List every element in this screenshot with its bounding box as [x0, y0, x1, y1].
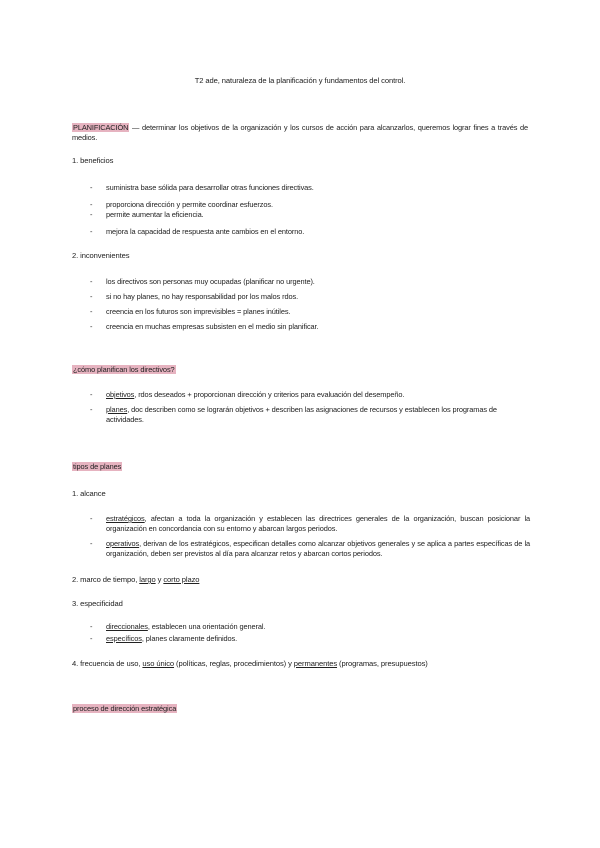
- list-item: - creencia en muchas empresas subsisten en el medio sin planificar.: [90, 322, 530, 332]
- planificacion-label: PLANIFICACIÓN: [73, 123, 129, 132]
- como-heading: [72, 365, 528, 375]
- como-heading-text: ¿cómo planifican los directivos?: [73, 365, 175, 374]
- list-item-continuation: - permite aumentar la eficiencia.: [90, 210, 530, 220]
- marco-heading: 2. marco de tiempo, largo y corto plazo: [72, 575, 200, 584]
- list-item: - direccionales, establecen una orientación general.: [90, 622, 530, 632]
- document-title: T2 ade, naturaleza de la planificación y fundamentos del control.: [194, 76, 406, 85]
- list-item: - si no hay planes, no hay responsabilidad por los malos rdos.: [90, 292, 530, 302]
- proceso-heading: [72, 704, 528, 714]
- tipos-heading: [72, 462, 528, 472]
- inconvenientes-heading: 2. inconvenientes: [72, 251, 130, 260]
- proceso-heading-text: proceso de dirección estratégica: [73, 704, 177, 713]
- planificacion-paragraph: [72, 123, 528, 143]
- list-item: - proporciona dirección y permite coordinar esfuerzos.: [90, 200, 530, 210]
- beneficios-list: [90, 183, 530, 244]
- list-item: - específicos, planes claramente definidos.: [90, 634, 530, 644]
- tipos-heading-text: tipos de planes: [73, 462, 122, 471]
- beneficios-heading: 1. beneficios: [72, 156, 114, 165]
- list-item: - estratégicos, afectan a toda la organización y establecen las directrices generales de la organización, buscan posicionar la organización en concordancia con su entorno y abarcan largos periodos.: [90, 514, 530, 534]
- inconvenientes-list: [90, 277, 530, 339]
- list-item: - operativos, derivan de los estratégicos, especifican detalles como alcanzar objetivos generales y se aplica a partes específicas de la organización, deben ser previstos al día para alcanzar retos y abarcan cortos periodos.: [90, 539, 530, 559]
- especificidad-list: [90, 622, 530, 651]
- frecuencia-heading: 4. frecuencia de uso, uso único (políticas, reglas, procedimientos) y permanentes (programas, presupuestos): [72, 659, 428, 668]
- como-list: [90, 390, 530, 432]
- especificidad-heading: 3. especificidad: [72, 599, 123, 608]
- list-item: - mejora la capacidad de respuesta ante cambios en el entorno.: [90, 227, 530, 237]
- list-item: - creencia en los futuros son imprevisibles = planes inútiles.: [90, 307, 530, 317]
- alcance-list: [90, 514, 530, 566]
- list-item: - suministra base sólida para desarrollar otras funciones directivas.: [90, 183, 530, 193]
- list-item: - planes, doc describen como se lograrán objetivos + describen las asignaciones de recursos y establecen los programas de actividades.: [90, 405, 530, 425]
- list-item: - objetivos, rdos deseados + proporcionan dirección y criterios para evaluación del desempeño.: [90, 390, 530, 400]
- list-item: - los directivos son personas muy ocupadas (planificar no urgente).: [90, 277, 530, 287]
- planificacion-definition: — determinar los objetivos de la organización y los cursos de acción para alcanzarlos, queremos lograr fines a través de medios.: [72, 123, 528, 142]
- alcance-heading: 1. alcance: [72, 489, 106, 498]
